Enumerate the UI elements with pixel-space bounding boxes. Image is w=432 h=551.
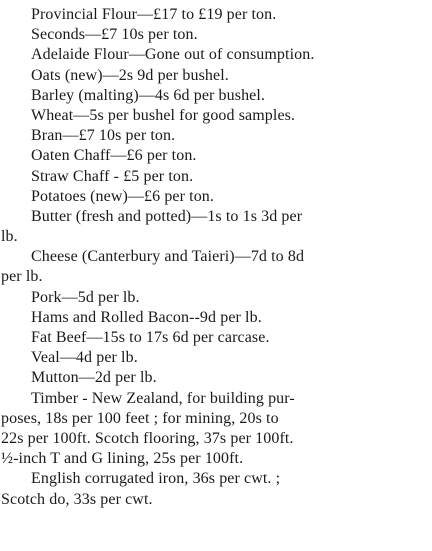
price-line-cheese-continued: per lb. [1,268,43,286]
price-line-fat-beef: Fat Beef—15s to 17s 6d per carcase. [31,329,270,346]
price-line-pork: Pork—5d per lb. [31,288,140,306]
price-line-corrugated-iron: English corrugated iron, 36s per cwt. ; [31,470,281,488]
price-line-hams-bacon: Hams and Rolled Bacon--9d per lb. [31,308,262,326]
price-line-wheat: Wheat—5s per bushel for good samples. [31,106,296,124]
price-line-timber-continued-3: ½-inch T and G lining, 25s per 100ft. [1,450,244,468]
price-list [0,5,432,510]
price-line-bran: Bran—£7 10s per ton. [31,127,176,145]
price-line-seconds: Seconds—£7 10s per ton. [31,26,198,44]
price-line-corrugated-iron-continued: Scotch do, 33s per cwt. [1,490,153,508]
price-line-butter-continued: lb. [1,228,18,246]
price-line-timber-continued-1: poses, 18s per 100 feet ; for mining, 20s to [1,409,279,427]
price-line-butter: Butter (fresh and potted)—1s to 1s 3d per [31,207,303,225]
price-line-oats: Oats (new)—2s 9d per bushel. [31,66,229,84]
price-line-cheese: Cheese (Canterbury and Taieri)—7d to 8d [31,248,305,266]
price-line-barley: Barley (malting)—4s 6d per bushel. [31,86,266,104]
price-line-timber-continued-2: 22s per 100ft. Scotch flooring, 37s per 100ft. [1,429,294,447]
price-line-oaten-chaff: Oaten Chaff—£6 per ton. [31,147,197,165]
price-line-timber: Timber - New Zealand, for building pur- [31,389,295,407]
price-line-adelaide-flour: Adelaide Flour—Gone out of consumption. [31,46,315,64]
price-line-provincial-flour: Provincial Flour—£17 to £19 per ton. [31,6,277,23]
price-line-veal: Veal—4d per lb. [31,349,138,367]
price-line-straw-chaff: Straw Chaff - £5 per ton. [31,167,194,185]
price-line-potatoes: Potatoes (new)—£6 per ton. [31,187,215,205]
price-line-mutton: Mutton—2d per lb. [31,369,157,387]
